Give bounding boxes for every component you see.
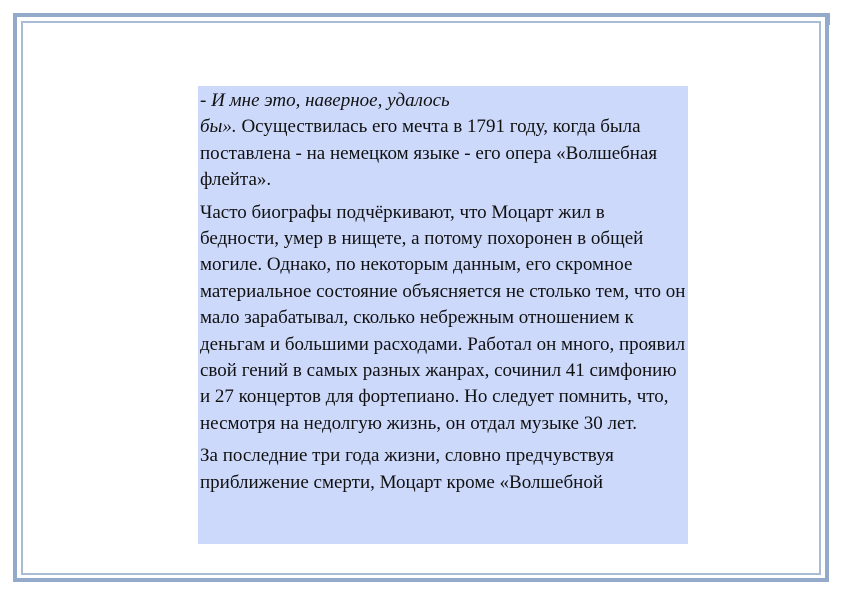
paragraph-3: За последние три года жизни, словно предчувствуя приближение смерти, Моцарт кроме «Волшебной — [200, 445, 614, 493]
paragraph-1 — [200, 88, 686, 194]
quote-line-2: бы». — [200, 116, 237, 138]
paragraph-1-text: Осуществилась его мечта в 1791 году, когда была поставлена - на немецком языке - его опера «Волшебная флейта». — [200, 116, 658, 191]
quote-line-1: - И мне это, наверное, удалось — [200, 90, 450, 111]
border-corner-tick — [827, 13, 830, 25]
paragraph-2: Часто биографы подчёркивают, что Моцарт жил в бедности, умер в нищете, а потому похоронен в общей могиле. Однако, по некоторым данным, его скромное материальное состояние объясняется не столько тем, что он мало зарабатывал, сколько небрежным отношением к деньгам и большими расходами. Работал он много, проявил свой гений в самых разных жанрах, сочинил 41 симфонию и 27 концертов для фортепиано. Но следует помнить, что, несмотря на недолгую жизнь, он отдал музыке 30 лет. — [200, 201, 686, 434]
text-box[interactable] — [198, 86, 688, 544]
